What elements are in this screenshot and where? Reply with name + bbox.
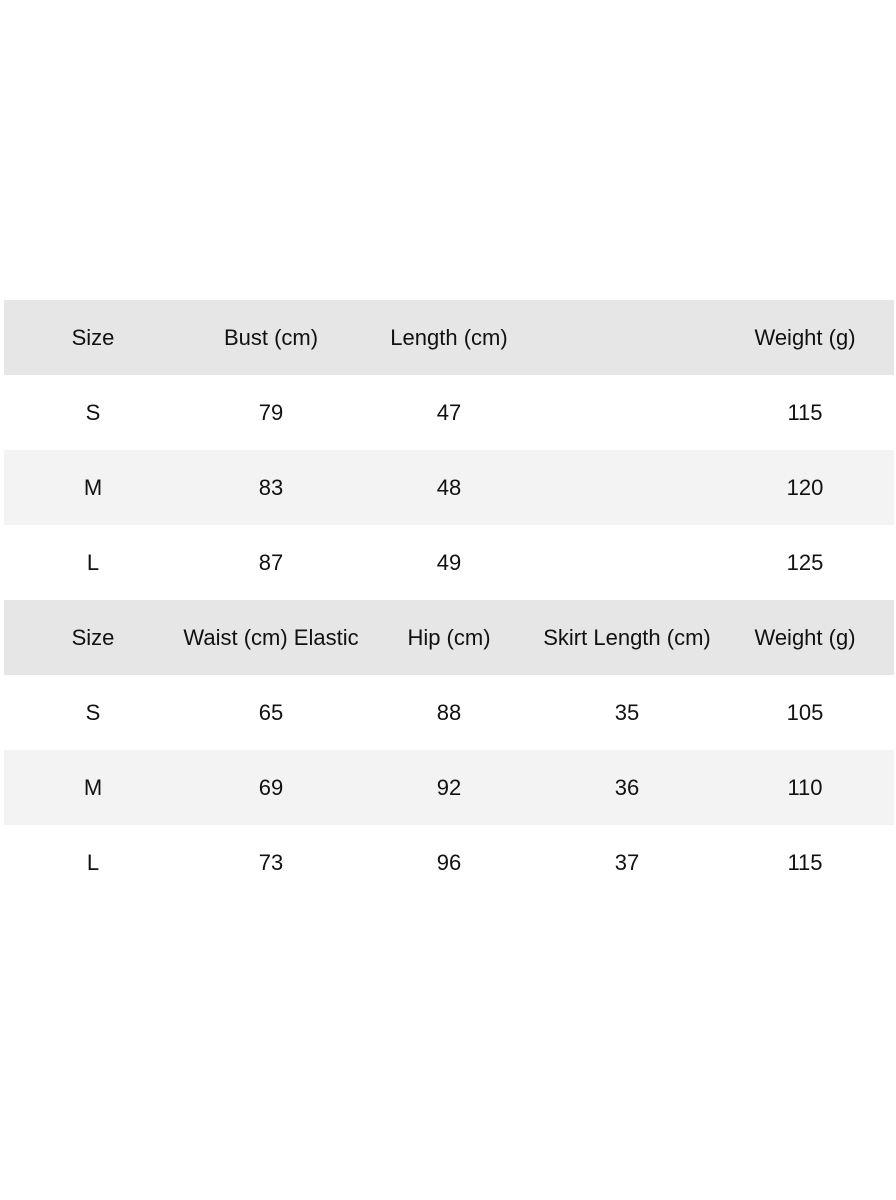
table-row bbox=[4, 375, 894, 450]
header-skirt-length: Skirt Length (cm) bbox=[543, 624, 711, 650]
header-hip: Hip (cm) bbox=[407, 624, 491, 650]
table-row bbox=[4, 675, 894, 750]
header-size: Size bbox=[71, 324, 115, 350]
header-waist: Waist (cm) Elastic bbox=[183, 624, 359, 650]
cell-weight: 115 bbox=[787, 849, 823, 875]
cell-length: 48 bbox=[436, 474, 462, 500]
cell-size: M bbox=[83, 774, 103, 800]
cell-bust: 79 bbox=[258, 399, 284, 425]
cell-waist: 65 bbox=[258, 699, 284, 725]
table-row bbox=[4, 450, 894, 525]
table-row bbox=[4, 750, 894, 825]
header-weight: Weight (g) bbox=[754, 624, 856, 650]
table-row bbox=[4, 825, 894, 900]
cell-weight: 110 bbox=[787, 774, 823, 800]
cell-size: L bbox=[86, 849, 100, 875]
header-length: Length (cm) bbox=[390, 324, 508, 350]
cell-bust: 87 bbox=[258, 549, 284, 575]
cell-length: 49 bbox=[436, 549, 462, 575]
cell-bust: 83 bbox=[258, 474, 284, 500]
cell-waist: 73 bbox=[258, 849, 284, 875]
cell-hip: 92 bbox=[436, 774, 462, 800]
cell-size: L bbox=[86, 549, 100, 575]
cell-hip: 96 bbox=[436, 849, 462, 875]
header-bust: Bust (cm) bbox=[223, 324, 319, 350]
cell-size: S bbox=[85, 399, 101, 425]
cell-size: M bbox=[83, 474, 103, 500]
header-size: Size bbox=[71, 624, 115, 650]
cell-size: S bbox=[85, 699, 101, 725]
cell-skirt-length: 37 bbox=[614, 849, 640, 875]
cell-skirt-length: 35 bbox=[614, 699, 640, 725]
top-table-header-row bbox=[4, 300, 894, 375]
cell-weight: 125 bbox=[786, 549, 824, 575]
skirt-table-header-row bbox=[4, 600, 894, 675]
cell-length: 47 bbox=[436, 399, 462, 425]
cell-skirt-length: 36 bbox=[614, 774, 640, 800]
cell-weight: 120 bbox=[786, 474, 824, 500]
cell-hip: 88 bbox=[436, 699, 462, 725]
cell-waist: 69 bbox=[258, 774, 284, 800]
size-chart bbox=[4, 300, 894, 900]
cell-weight: 105 bbox=[786, 699, 824, 725]
header-weight: Weight (g) bbox=[754, 324, 856, 350]
cell-weight: 115 bbox=[787, 399, 823, 425]
table-row bbox=[4, 525, 894, 600]
